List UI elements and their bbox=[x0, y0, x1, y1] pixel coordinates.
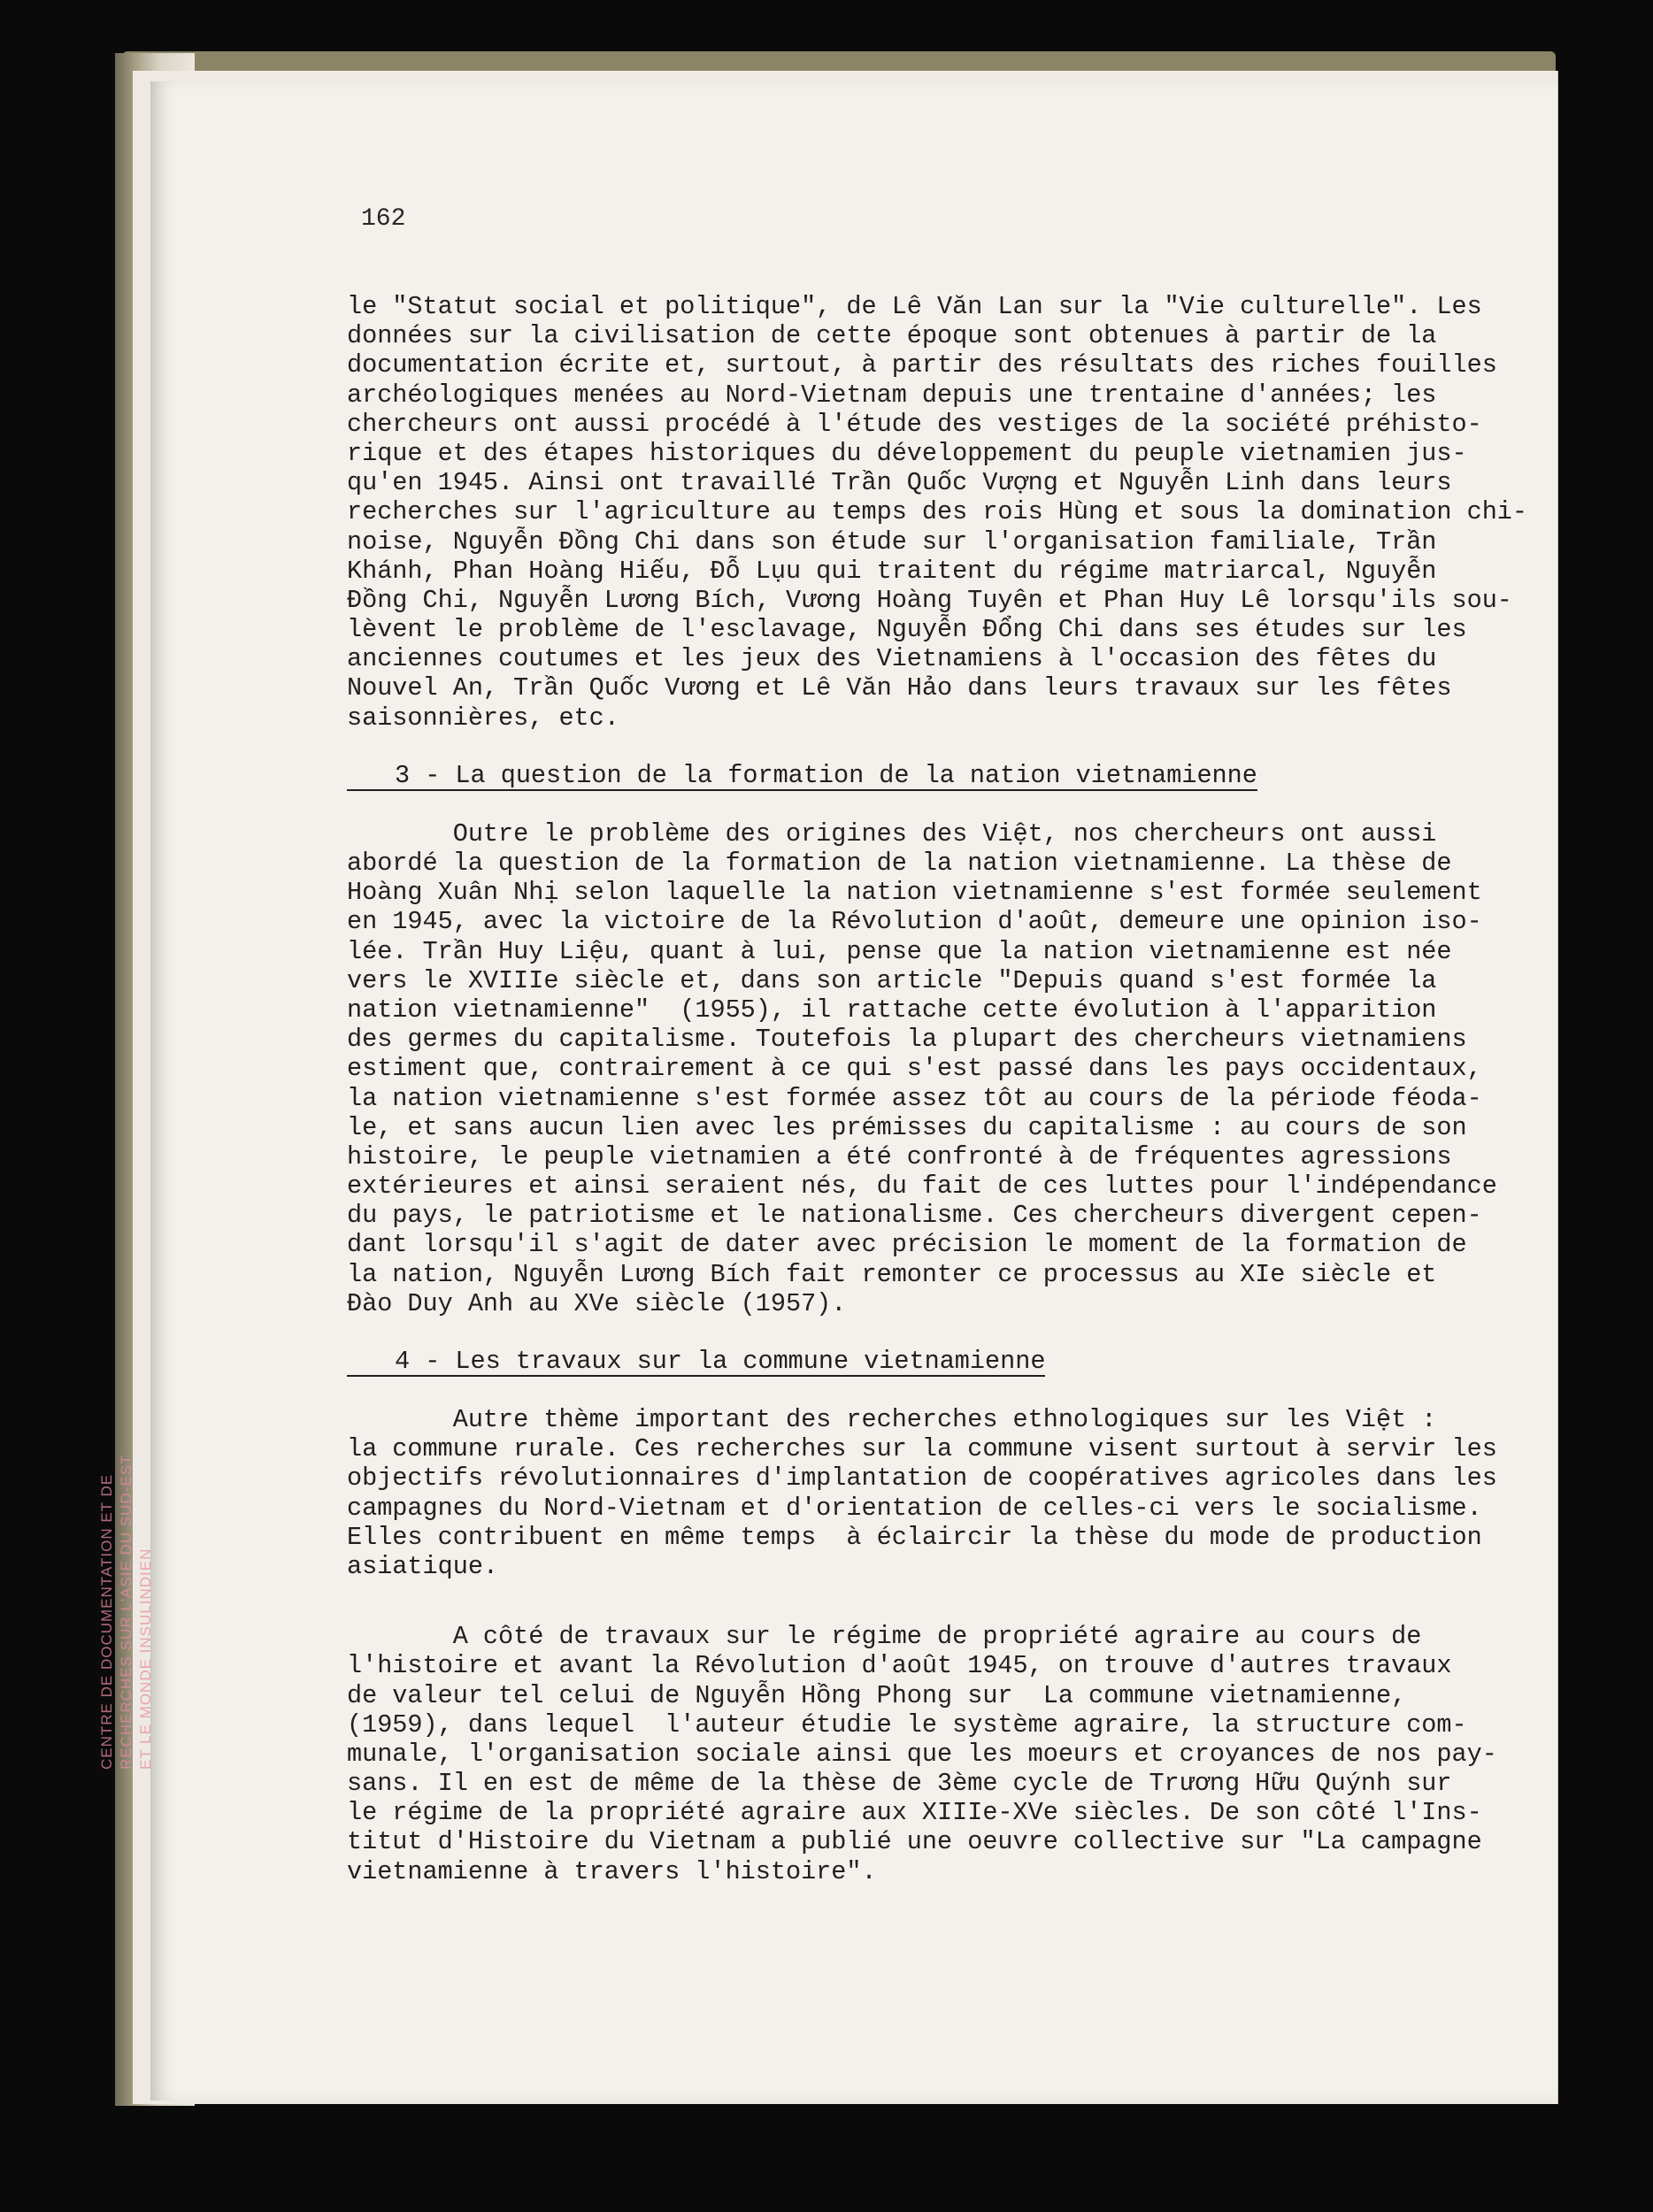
text-line: sans. Il en est de même de la thèse de 3ème cycle de Trương Hữu Quýnh sur bbox=[347, 1769, 1452, 1799]
text-line: l'histoire et avant la Révolution d'août 1945, on trouve d'autres travaux bbox=[347, 1651, 1452, 1681]
text-line: Khánh, Phan Hoàng Hiếu, Đỗ Lụu qui traitent du régime matriarcal, Nguyễn bbox=[347, 556, 1437, 586]
text-line: A côté de travaux sur le régime de propriété agraire au cours de bbox=[347, 1622, 1422, 1652]
text-line: le, et sans aucun lien avec les prémisses du capitalisme : au cours de son bbox=[347, 1112, 1467, 1142]
heading-4-text: 4 - Les travaux sur la commune vietnamienne bbox=[347, 1348, 1045, 1377]
text-line: archéologiques menées au Nord-Vietnam depuis une trentaine d'années; les bbox=[347, 380, 1437, 410]
text-line: anciennes coutumes et les jeux des Vietnamiens à l'occasion des fêtes du bbox=[347, 644, 1437, 674]
text-line: Elles contribuent en même temps à éclaircir la thèse du mode de production bbox=[347, 1522, 1482, 1552]
text-line: Autre thème important des recherches ethnologiques sur les Việt : bbox=[347, 1405, 1437, 1434]
text-line: asiatique. bbox=[347, 1551, 499, 1581]
text-line: la nation vietnamienne s'est formée assez tôt au cours de la période féoda- bbox=[347, 1083, 1482, 1113]
spacer bbox=[347, 1318, 1471, 1347]
text-line: documentation écrite et, surtout, à partir des résultats des riches fouilles bbox=[347, 350, 1497, 380]
spacer bbox=[347, 791, 1471, 819]
text-line: en 1945, avec la victoire de la Révolution d'août, demeure une opinion iso- bbox=[347, 907, 1482, 937]
stamp-line-2: RECHERCHES SUR L'ASIE DU SUD-EST bbox=[118, 1454, 135, 1770]
text-line: campagnes du Nord-Vietnam et d'orientation de celles-ci vers le socialisme. bbox=[347, 1493, 1482, 1523]
stamp-line-3: ET LE MONDE INSULINDIEN bbox=[137, 1548, 154, 1770]
stamp-line-1: CENTRE DE DOCUMENTATION ET DE bbox=[98, 1473, 115, 1770]
text-line: rique et des étapes historiques du développement du peuple vietnamien jus- bbox=[347, 438, 1467, 468]
text-line: abordé la question de la formation de la nation vietnamienne. La thèse de bbox=[347, 849, 1452, 878]
text-line: la nation, Nguyễn Lương Bích fait remonter ce processus au XIe siècle et bbox=[347, 1259, 1437, 1289]
text-line: qu'en 1945. Ainsi ont travaillé Trần Quốc Vượng et Nguyễn Linh dans leurs bbox=[347, 468, 1452, 498]
text-line: Đào Duy Anh au XVe siècle (1957). bbox=[347, 1288, 847, 1318]
text-line: extérieures et ainsi seraient nés, du fait de ces luttes pour l'indépendance bbox=[347, 1171, 1497, 1202]
text-line: vietnamienne à travers l'histoire". bbox=[347, 1856, 877, 1886]
text-line: nation vietnamienne" (1955), il rattache cette évolution à l'apparition bbox=[347, 995, 1437, 1025]
text-line: des germes du capitalisme. Toutefois la plupart des chercheurs vietnamiens bbox=[347, 1025, 1467, 1055]
page-number: 162 bbox=[361, 205, 406, 233]
text-line: dant lorsqu'il s'agit de dater avec précision le moment de la formation de bbox=[347, 1230, 1467, 1260]
section-heading-4 bbox=[347, 1347, 1471, 1377]
text-line: Outre le problème des origines des Việt, nos chercheurs ont aussi bbox=[347, 818, 1437, 849]
text-line: lèvent le problème de l'esclavage, Nguyễn Đổng Chi dans ses études sur les bbox=[347, 615, 1467, 645]
text-line: Đồng Chi, Nguyễn Lương Bích, Vương Hoàng Tuyên et Phan Huy Lê lorsqu'ils sou- bbox=[347, 585, 1512, 615]
text-line: saisonnières, etc. bbox=[347, 703, 619, 733]
text-line: de valeur tel celui de Nguyễn Hồng Phong sur La commune vietnamienne, bbox=[347, 1680, 1407, 1710]
heading-3-text: 3 - La question de la formation de la nation vietnamienne bbox=[347, 763, 1257, 791]
text-line: objectifs révolutionnaires d'implantation de coopératives agricoles dans les bbox=[347, 1463, 1497, 1494]
text-line: la commune rurale. Ces recherches sur la commune visent surtout à servir les bbox=[347, 1434, 1497, 1464]
text-line: Hoàng Xuân Nhị selon laquelle la nation vietnamienne s'est formée seulement bbox=[347, 878, 1482, 908]
text-line: vers le XVIIIe siècle et, dans son article "Depuis quand s'est formée la bbox=[347, 965, 1437, 995]
text-line: munale, l'organisation sociale ainsi que les moeurs et croyances de nos pay- bbox=[347, 1739, 1497, 1769]
text-line: recherches sur l'agriculture au temps des rois Hùng et sous la domination chi- bbox=[347, 497, 1528, 527]
text-line: noise, Nguyễn Đồng Chi dans son étude sur l'organisation familiale, Trần bbox=[347, 526, 1437, 557]
text-line: le "Statut social et politique", de Lê Văn Lan sur la "Vie culturelle". Les bbox=[347, 292, 1482, 321]
text-line: Nouvel An, Trần Quốc Vương et Lê Văn Hảo dans leurs travaux sur les fêtes bbox=[347, 673, 1452, 703]
spacer bbox=[347, 1377, 1471, 1405]
body-text bbox=[347, 292, 1528, 1886]
text-line: (1959), dans lequel l'auteur étudie le système agraire, la structure com- bbox=[347, 1709, 1467, 1740]
spacer bbox=[347, 733, 1471, 761]
text-line: chercheurs ont aussi procédé à l'étude des vestiges de la société préhisto- bbox=[347, 409, 1482, 439]
paragraph-2 bbox=[347, 818, 1497, 1318]
spacer bbox=[347, 1581, 1471, 1622]
library-stamp bbox=[97, 1398, 239, 1770]
text-line: titut d'Histoire du Vietnam a publié une oeuvre collective sur "La campagne bbox=[347, 1827, 1482, 1857]
text-line: le régime de la propriété agraire aux XIIIe-XVe siècles. De son côté l'Ins- bbox=[347, 1798, 1482, 1828]
paragraph-3 bbox=[347, 1405, 1497, 1581]
section-heading-3 bbox=[347, 761, 1471, 791]
text-line: estiment que, contrairement à ce qui s'est passé dans les pays occidentaux, bbox=[347, 1054, 1482, 1084]
text-line: histoire, le peuple vietnamien a été confronté à de fréquentes agressions bbox=[347, 1141, 1452, 1171]
paragraph-4 bbox=[347, 1622, 1497, 1886]
paragraph-1 bbox=[347, 292, 1528, 733]
text-line: données sur la civilisation de cette époque sont obtenues à partir de la bbox=[347, 321, 1437, 351]
text-line: du pays, le patriotisme et le nationalisme. Ces chercheurs divergent cepen- bbox=[347, 1201, 1482, 1231]
text-line: lée. Trần Huy Liệu, quant à lui, pense que la nation vietnamienne est née bbox=[347, 936, 1452, 966]
